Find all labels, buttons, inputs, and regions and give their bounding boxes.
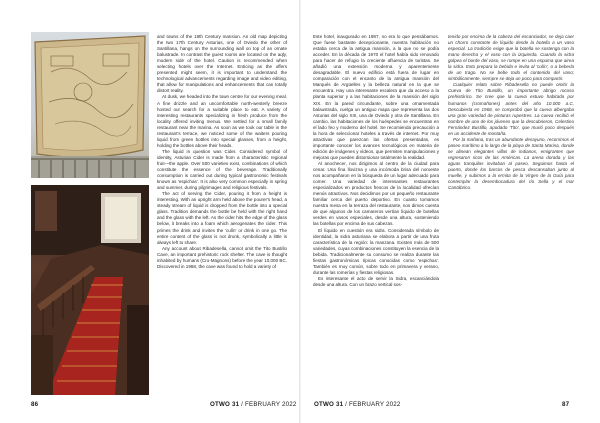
page-number-right: 87 xyxy=(562,401,570,408)
paragraph: El líquido en cuestión era sidra. Considerada símbolo de identidad, la sidra asturiana se elabora a partir de una fruta característica de la región: la manzana. Existen más de 500 variedades, cuyas combinaciones constituyen la esencia de la bebida. Tradicionalmente su consumo se realiza durante las fiestas gastronómicas típicas conocidas como 'espichas'. También es muy común, sobre todo en primavera y verano, durante las romerías y fiestas religiosas. xyxy=(313,227,439,275)
paragraph: Por la mañana, tras un abundante desayuno, recorrimos el paseo marítimo a lo largo de la playa de Santa Marina, donde se alinean elegantes villas de indianos, emigrantes que regresaron ricos de las Américas. La arena dorada y las aguas tranquilas invitaban al paseo. Seguimos hasta el puerto, donde los barcos de pesca descansaban junto al muelle, y subimos a la ermita de la Virgen de la Guía para contemplar la desembocadura del río Sella y el mar Cantábrico. xyxy=(448,136,574,191)
paragraph: Es interesante el acto de servir la Sidra, escanciándola desde una altura. Con un brazo vertical sos- xyxy=(313,275,439,287)
photo-staircase xyxy=(31,185,149,395)
article-column-spanish-1 xyxy=(313,34,439,396)
footer-separator: / xyxy=(239,401,246,408)
staircase-illustration xyxy=(31,185,149,395)
footer-issue-right xyxy=(314,401,401,408)
issue-date: FEBRUARY 2022 xyxy=(245,401,297,408)
paragraph: At dusk, we headed into the town centre for our evening meal. A fine drizzle and an uncomfortable north-westerly breeze hosted our search for a suitable place to eat. A variety of interesting restaurants specializing in fresh produce from the locality offered inviting menus. We settled for a small family restaurant near the marina. As soon as we took our table in the restaurant's terrace, we noticed some of the waiters pouring liquid from green bottles into special glasses, from a height, holding the bottles above their heads. xyxy=(157,94,287,148)
paragraph: Any account about Ribadesella, cannot omit the Tito Bustillo Cave, an important prehistoric rock shelter. The cave is thought inhabited by humans (Cro-Magnons) before the year 10,000 BC. Discovered in 1968, the cave was found to hold a variety of xyxy=(157,245,287,269)
issue-label: OTWO 31 xyxy=(210,401,240,408)
paragraph: tenido por encima de la cabeza del escanciador, se deja caer un chorro constante de líquido desde la botella a un vaso especial. La tradición exige que la botella se sostenga con la mano derecha y el vaso con la izquierda. Cuando la sidra golpea el borde del vaso, se rompe en una espuma que airea la sidra. Esto prepara la bebida e invita al 'culín', o a beberla de un trago. No se bebe todo el contenido del vaso; simbólicamente, siempre se deja un poco para compartir. xyxy=(448,34,574,82)
footer-separator: / xyxy=(343,401,350,408)
tapestry-map-illustration xyxy=(31,32,149,178)
page-gutter xyxy=(299,0,301,423)
paragraph: The liquid in question was Cider. Considered symbol of identity, Asturian Cider is made from a characteristic regional fruit—the apple. Over 500 varieties exist, combinations of which constitute the essence of the beverage. Traditionally consumption is carried out during typical gastronomic festivals known as 'espichas'. It is also very common especially in spring and summer, during pilgrimages and religious festivals. xyxy=(157,148,287,191)
paragraph: Al anochecer, nos dirigimos al centro de la ciudad para cenar. Una fina llovizna y una incómoda brisa del noroeste nos acompañaron en la búsqueda de un lugar adecuado para comer. Una variedad de interesantes restaurantes especializados en productos frescos de la localidad ofrecían menús atractivos. Nos decidimos por un pequeño restaurante familiar cerca del puerto deportivo. En cuanto tomamos nuestra mesa en la terraza del restaurante, nos dimos cuenta de que algunos de los camareros vertían líquido de botellas verdes en vasos especiales, desde una altura, sosteniendo las botellas por encima de sus cabezas. xyxy=(313,160,439,227)
paragraph: The act of serving the Cider, pouring it from a height is interesting. With an upright arm held above the pourer's head, a steady stream of liquid is dropped from the bottle into a special glass. Tradition demands the bottle be held with the right hand and the glass with the left. As the cider hits the edge of the glass below, it breaks into a foam which aerogenates the cider. This primes the drink and invites the 'culín' or drink in one go. The entire content of the glass is not drunk, symbolically a little is always left to share. xyxy=(157,191,287,245)
issue-label: OTWO 31 xyxy=(314,401,344,408)
issue-date: FEBRUARY 2022 xyxy=(349,401,401,408)
photo-tapestry-map xyxy=(31,32,149,178)
paragraph: and towns of the 19th Century mansion. An old map depicting the two 17th Century Asturias, one of Oviedo the other of Santillana, hangs on the surrounding wall on top of an ornate balustrade. In contrast the guest rooms are located on the aqly, modern side of the hotel. Caution is recommended when selecting hotels over the Internet. Enticing as the offers presented might seem, it is important to understand the technological advancements regarding image and video editing, that allow for manipulations and enhancements that can totally distort reality. xyxy=(157,34,287,94)
footer-issue-left xyxy=(210,401,297,408)
paragraph: Cualquier relato sobre Ribadesella no puede omitir la Cueva de Tito Bustillo, un importante abrigo rocoso prehistórico. Se cree que la cueva estuvo habitada por humanos (cromañones) antes del año 10.000 a.C. Descubierta en 1968, se comprobó que la cueva albergaba una gran variedad de pinturas rupestres. La cueva recibió el nombre de uno de los jóvenes que la descubrieron, Celestino Fernández Bustillo, apodado 'Tito', que murió poco después en un accidente de montaña. xyxy=(448,82,574,136)
page-number-left: 86 xyxy=(31,401,39,408)
article-column-english xyxy=(157,34,287,396)
paragraph: Este hotel, inaugurado en 1987, no era lo que pensábamos. Que fuese bastante decepcionante, nuestra habitación no estaba cerca de la antigua mansión, a la que no se podía acceder. En la década de 1970 el hotel había sido renovado para hacer de refugio la creciente afluencia de turistas. Se añadió una extensión moderna y aparentemente desagradable. El nuevo edificio está fuera de lugar en comparación con el encanto de la antigua mansión del Marqués de Argüelles y la belleza natural en la que se encuentra. Hay una interesante escalera que da acceso a la planta superior y a las habitaciones de la mansión del siglo XIX. En la pared circundante, sobre una ornamentada balaustrada, cuelga un antiguo mapa que representa las dos Asturias del siglo XIII, una de Oviedo y otra de Santillana. En cambio, las habitaciones de los huéspedes se encuentran en el lado feo y moderno del hotel. Se recomienda precaución a la hora de seleccionar hoteles a través de internet. Por muy atractivas que parezcan las ofertas presentadas, es importante conocer los avances tecnológicos en materia de edición de imágenes y vídeos, que permiten manipulaciones y mejoras que pueden distorsionar totalmente la realidad. xyxy=(313,34,439,160)
article-column-spanish-2 xyxy=(448,34,574,396)
